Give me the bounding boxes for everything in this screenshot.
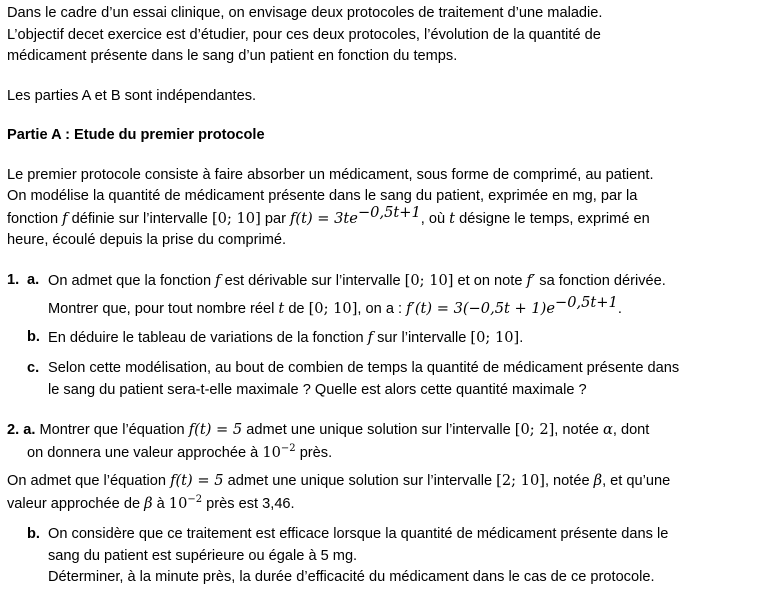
part-a-line-4: heure, écoulé depuis la prise du comprimé.: [7, 232, 287, 248]
question-2a-line-2: on donnera une valeur approchée à $10^{-2}$ près.: [27, 442, 333, 461]
question-2b: [7, 524, 757, 589]
question-2b-line-2: sang du patient est supérieure ou égale à 5 mg.: [48, 547, 358, 564]
intro-line-1: Dans le cadre d’un essai clinique, on envisage deux protocoles de traitement d’une maladie.: [7, 5, 603, 21]
question-2a-label: a.: [23, 422, 36, 438]
question-1b-text: En déduire le tableau de variations de la fonction f sur l’intervalle [0; 10].: [48, 328, 524, 346]
question-2a: [7, 419, 757, 464]
question-2b-label: b.: [27, 526, 40, 542]
question-1c-line-1: Selon cette modélisation, au bout de combien de temps la quantité de médicament présente dans: [48, 360, 680, 376]
intro-line-3: médicament présente dans le sang d’un patient en fonction du temps.: [7, 48, 458, 64]
question-1b: [7, 327, 757, 350]
exercise-document: [7, 3, 757, 589]
part-a-line-3: fonction f définie sur l’intervalle [0; 10] par $f(t) = 3te^{-0,5t+1}$, où t désigne le temps, exprimé en: [7, 203, 650, 227]
question-1a-line-1: On admet que la fonction f est dérivable sur l’intervalle [0; 10] et on note f′ sa fonction dérivée.: [48, 271, 666, 289]
question-2b-line-3: Déterminer, à la minute près, la durée d’efficacité du médicament dans le cas de ce protocole.: [48, 569, 655, 585]
question-2a-line-1: 2. a. Montrer que l’équation f(t) = 5 admet une unique solution sur l’intervalle [0; 2], notée α, dont: [7, 421, 650, 438]
intro-line-2: L’objectif decet exercice est d’étudier, pour ces deux protocoles, l’évolution de la quantité de: [7, 26, 601, 43]
question-1a-line-2: Montrer que, pour tout nombre réel t de [0; 10], on a : $f'(t) = 3(-0,5t + 1)e^{-0,5t+1}$.: [48, 294, 622, 317]
question-1c: [7, 358, 757, 401]
question-1c-label: c.: [27, 360, 40, 376]
part-a-line-1: Le premier protocole consiste à faire absorber un médicament, sous forme de comprimé, au patient.: [7, 166, 654, 183]
question-2-number: 2.: [7, 422, 20, 438]
part-a-line-2: On modélise la quantité de médicament présente dans le sang du patient, exprimée en mg, par la: [7, 188, 638, 204]
question-1a-label: a.: [27, 271, 40, 288]
question-1: [7, 270, 757, 321]
question-1b-label: b.: [27, 328, 40, 345]
part-a-title: Partie A : Etude du premier protocole: [7, 127, 265, 143]
admission-line-1: On admet que l’équation f(t) = 5 admet une unique solution sur l’intervalle [2; 10], notée β, et qu’une: [7, 472, 671, 489]
function-definition: f(t) = 3te: [289, 209, 358, 227]
admission-line-2: valeur approchée de β à $10^{-2}$ près est 3,46.: [7, 493, 295, 512]
question-2b-line-1: On considère que ce traitement est efficace lorsque la quantité de médicament présente dans le: [48, 526, 669, 542]
question-1c-line-2: le sang du patient sera-t-elle maximale ? Quelle est alors cette quantité maximale ?: [48, 381, 587, 398]
derivative-formula: f′(t) = 3(−0,5t + 1)e: [406, 300, 555, 317]
question-1-number: 1.: [7, 271, 20, 288]
independence-note: Les parties A et B sont indépendantes.: [7, 87, 257, 104]
